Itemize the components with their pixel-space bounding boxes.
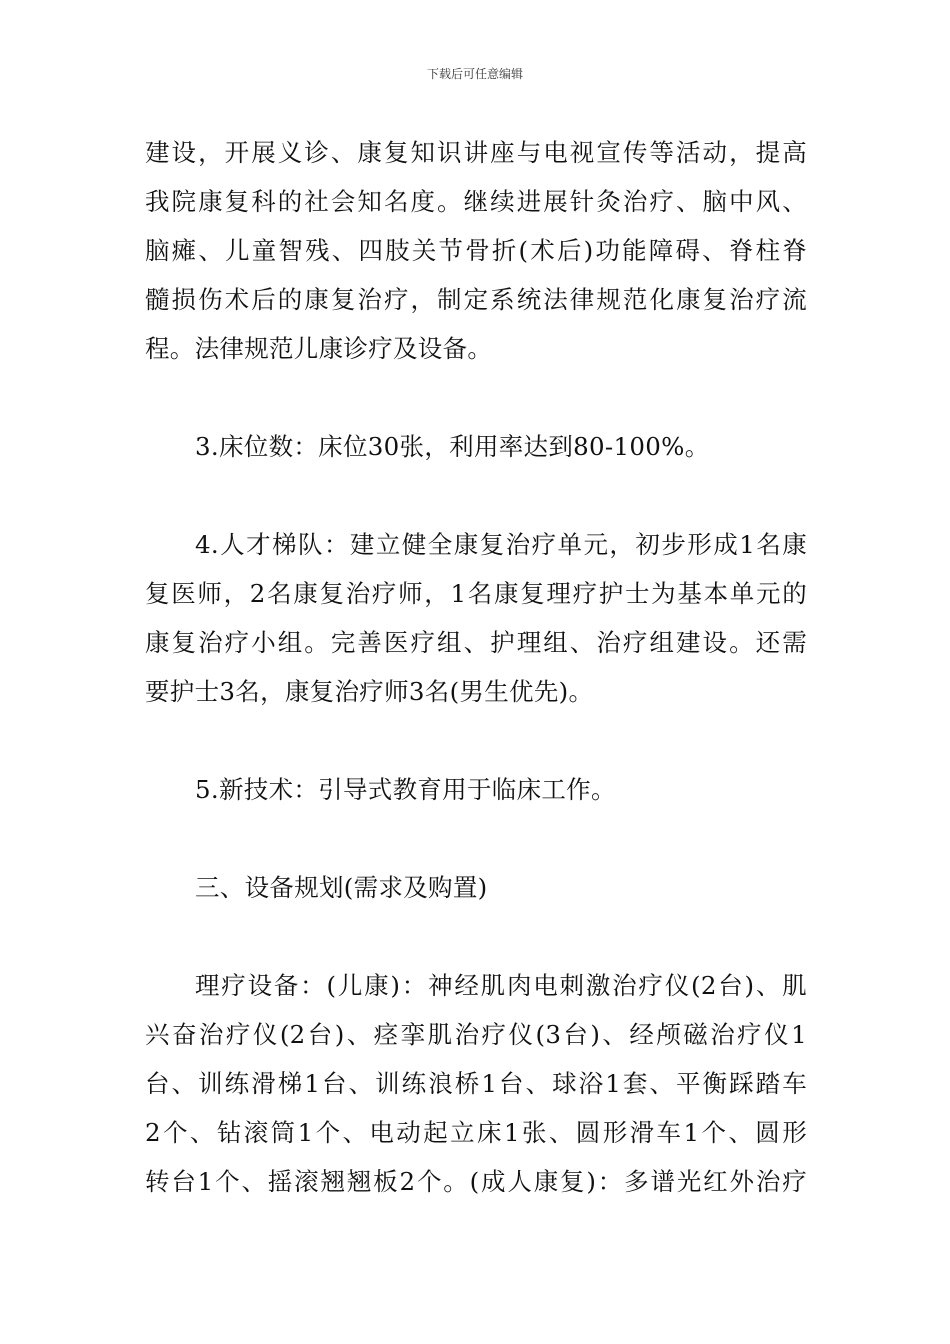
text-line: 脑瘫、儿童智残、四肢关节骨折(术后)功能障碍、脊柱脊	[145, 236, 807, 265]
text-line: 复医师，2名康复治疗师，1名康复理疗护士为基本单元的	[145, 579, 807, 608]
paragraph-4	[145, 765, 807, 814]
text-line: 转台1个、摇滚翘翘板2个。(成人康复)：多谱光红外治疗	[145, 1167, 807, 1196]
paragraph-gap	[145, 912, 807, 961]
paragraph-gap	[145, 814, 807, 863]
text-line: 我院康复科的社会知名度。继续进展针灸治疗、脑中风、	[145, 187, 807, 216]
text-line: 康复治疗小组。完善医疗组、护理组、治疗组建设。还需	[145, 628, 807, 657]
document-body	[145, 128, 807, 1206]
text-line: 3.床位数：床位30张，利用率达到80-100%。	[195, 432, 710, 461]
text-line: 5.新技术：引导式教育用于临床工作。	[195, 775, 616, 804]
text-line: 兴奋治疗仪(2台)、痉挛肌治疗仪(3台)、经颅磁治疗仪1	[145, 1020, 807, 1049]
paragraph-gap	[145, 471, 807, 520]
text-line: 髓损伤术后的康复治疗，制定系统法律规范化康复治疗流	[145, 285, 807, 314]
text-line: 要护士3名，康复治疗师3名(男生优先)。	[145, 677, 594, 706]
paragraph-gap	[145, 716, 807, 765]
paragraph-1	[145, 128, 807, 373]
paragraph-3	[145, 520, 807, 716]
text-line: 台、训练滑梯1台、训练浪桥1台、球浴1套、平衡踩踏车	[145, 1069, 807, 1098]
text-line: 4.人才梯队：建立健全康复治疗单元，初步形成1名康	[195, 530, 807, 559]
page-header-note: 下载后可任意编辑	[426, 67, 523, 81]
text-line: 建设，开展义诊、康复知识讲座与电视宣传等活动，提高	[145, 138, 807, 167]
section-heading	[145, 863, 807, 912]
text-line: 程。法律规范儿康诊疗及设备。	[145, 334, 493, 363]
paragraph-6	[145, 961, 807, 1206]
text-line: 理疗设备：(儿康)：神经肌肉电刺激治疗仪(2台)、肌	[195, 971, 807, 1000]
paragraph-2	[145, 422, 807, 471]
text-line: 三、设备规划(需求及购置)	[195, 873, 488, 902]
paragraph-gap	[145, 373, 807, 422]
text-line: 2个、钻滚筒1个、电动起立床1张、圆形滑车1个、圆形	[145, 1118, 807, 1147]
